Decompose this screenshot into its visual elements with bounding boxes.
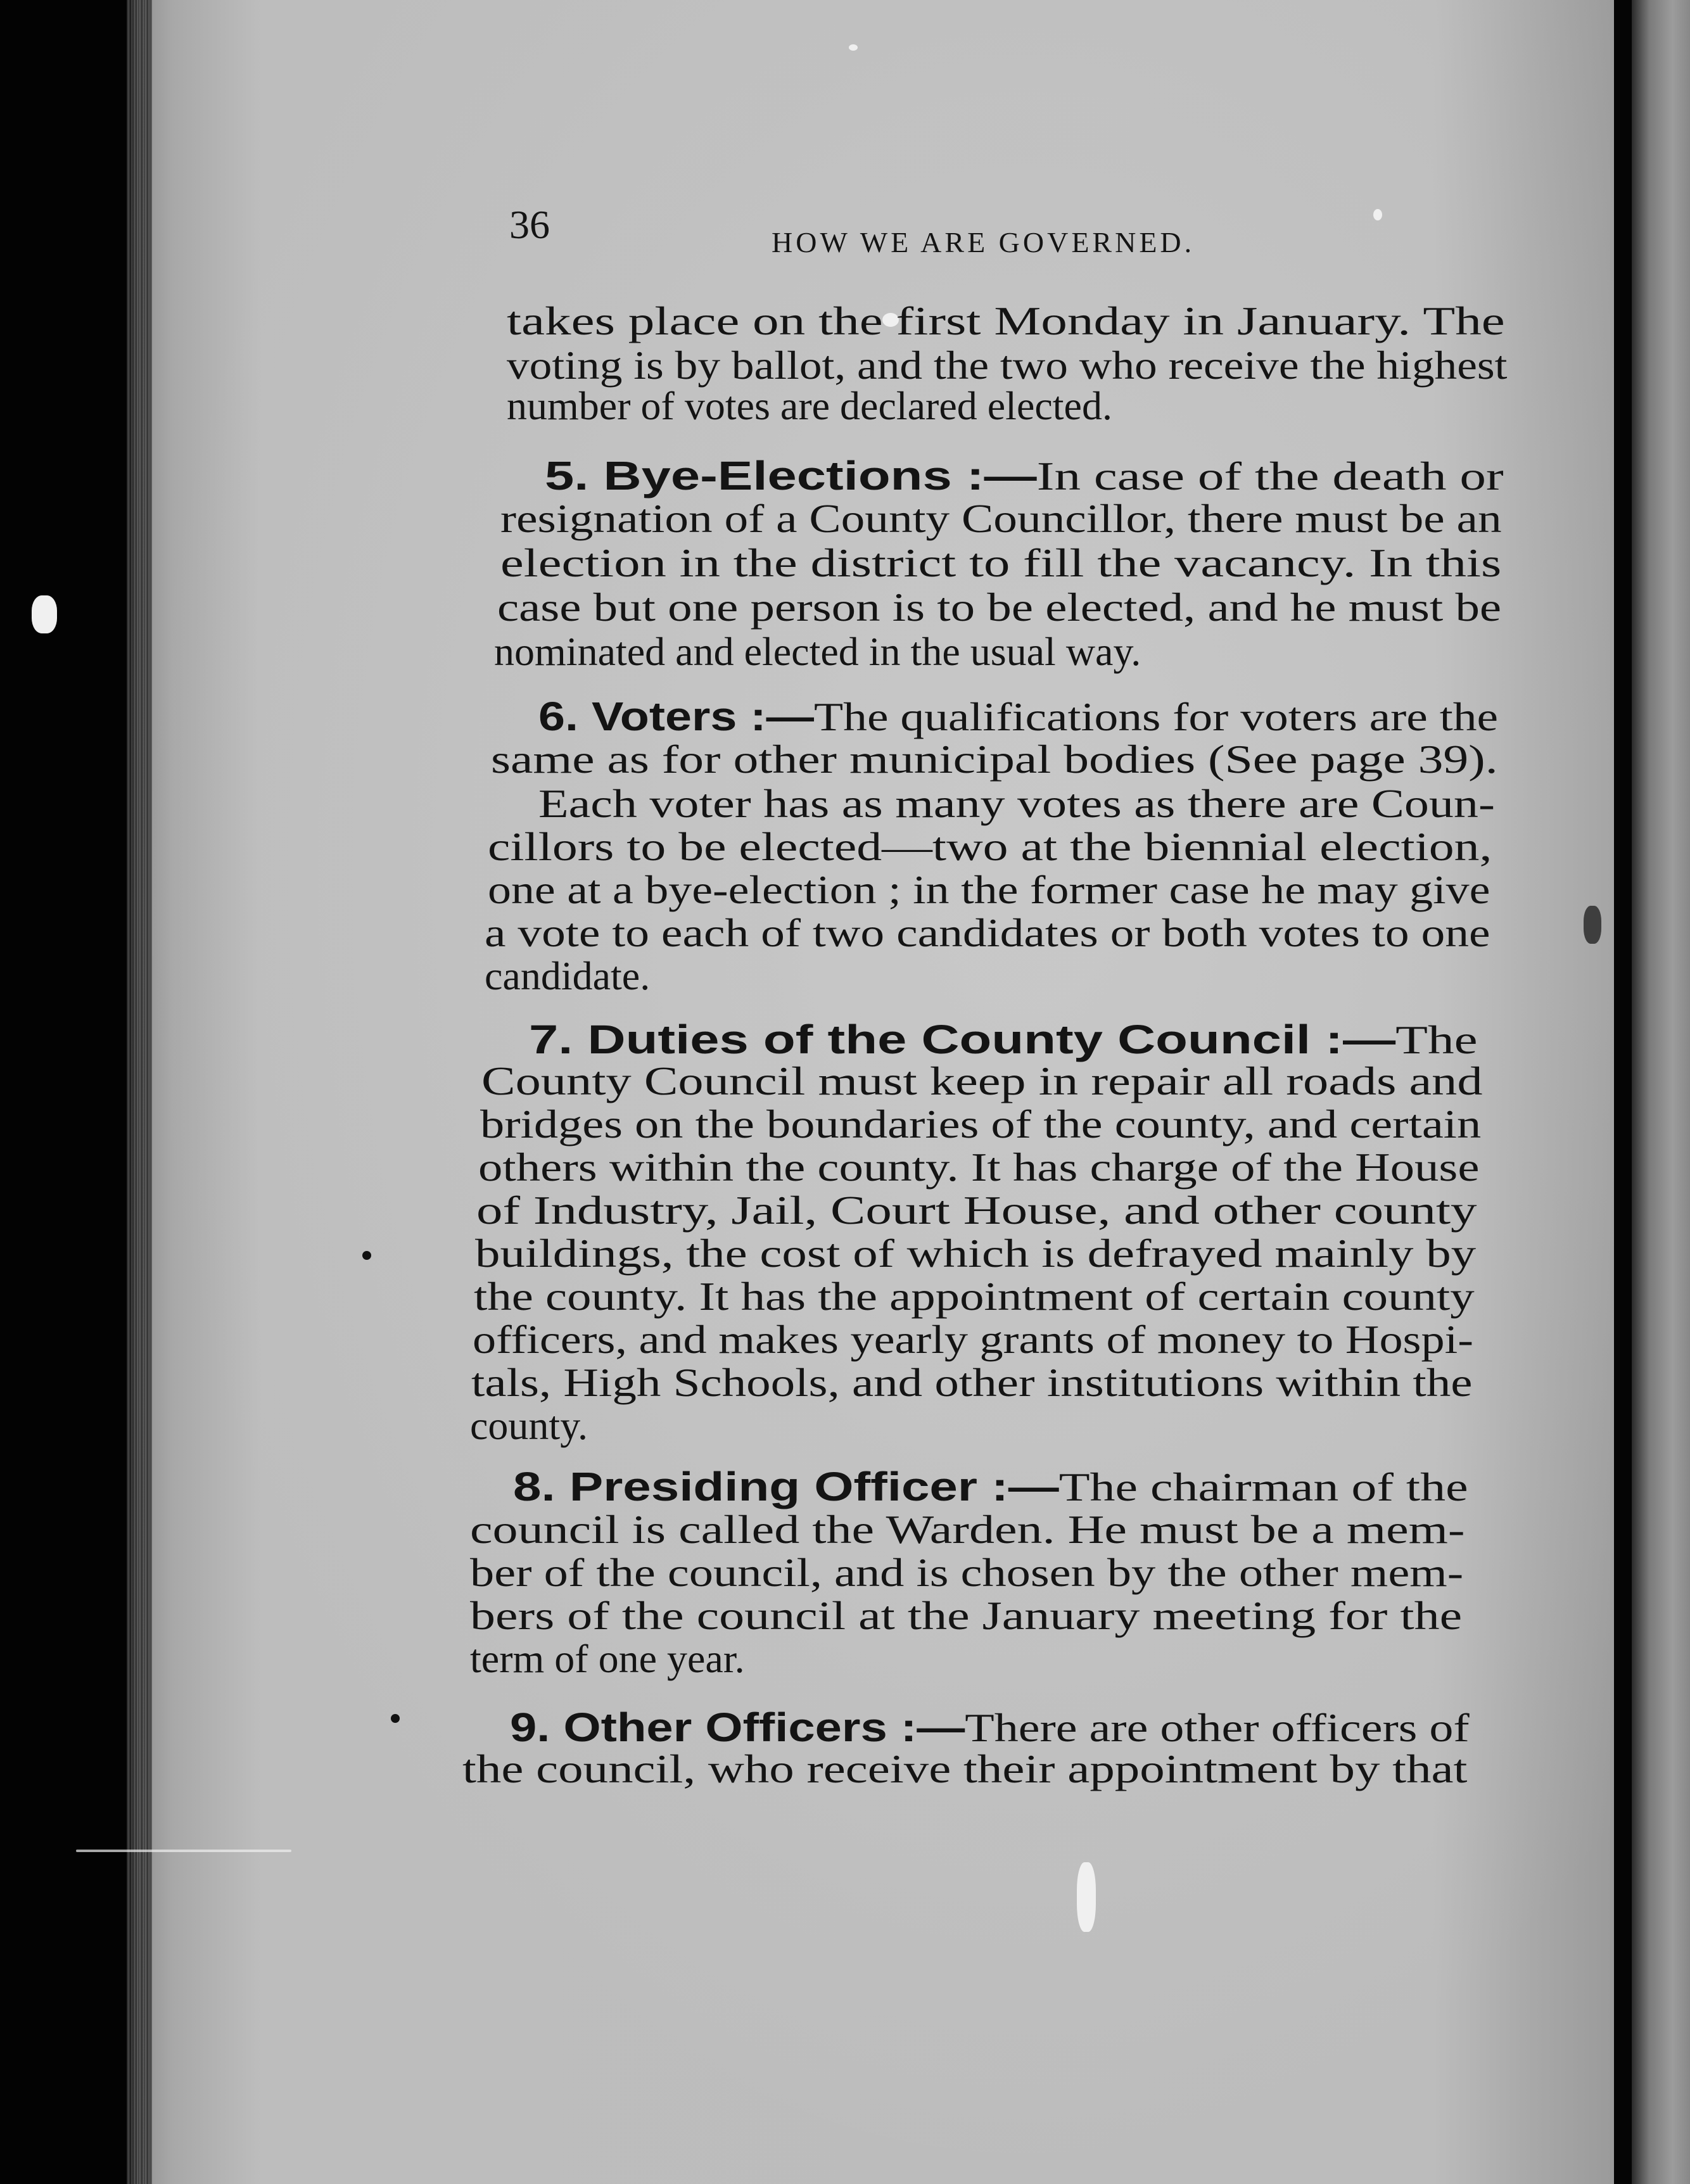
line-text: cillors to be elected—two at the biennial election, <box>488 824 1492 869</box>
section-number: 9. <box>510 1705 550 1750</box>
text-line <box>0 1144 1690 1188</box>
line-text: buildings, the cost of which is defrayed mainly by <box>475 1231 1477 1276</box>
line-text: one at a bye-election ; in the former case he may give <box>488 867 1490 912</box>
section-line <box>529 1016 1478 1063</box>
section-line <box>510 1704 1470 1751</box>
line-text: others within the county. It has charge of the House <box>478 1145 1480 1190</box>
text-line <box>0 1187 1690 1231</box>
running-head: HOW WE ARE GOVERNED. <box>772 226 1195 258</box>
text-line <box>0 780 1690 825</box>
text-line <box>0 823 1690 868</box>
line-text: case but one person is to be elected, and he must be <box>497 585 1502 630</box>
text-line <box>0 1506 1690 1551</box>
line-text: same as for other municipal bodies (See page 39). <box>491 737 1498 782</box>
line-text: number of votes are declared elected. <box>507 383 1112 428</box>
text-line <box>0 1359 1690 1404</box>
text-line <box>0 495 1690 540</box>
text-line <box>0 628 1690 673</box>
section-number: 6. <box>538 694 578 739</box>
text-line <box>0 584 1690 628</box>
line-text: bridges on the boundaries of the county, and certain <box>480 1102 1482 1146</box>
line-text: officers, and makes yearly grants of money to Hospi- <box>473 1317 1473 1362</box>
section-number: 8. <box>513 1464 556 1509</box>
section-text: The <box>1395 1017 1478 1062</box>
line-text: the council, who receive their appointment by that <box>462 1746 1468 1791</box>
text-line <box>0 298 1690 342</box>
line-text: Each voter has as many votes as there are Coun- <box>538 781 1495 826</box>
line-text: bers of the council at the January meeting for the <box>470 1593 1463 1638</box>
section-heading: Other Officers :— <box>550 1705 965 1750</box>
text-line <box>0 1230 1690 1274</box>
line-text: ber of the council, and is chosen by the other mem- <box>470 1550 1464 1595</box>
section-text: The chairman of the <box>1058 1464 1468 1509</box>
line-text: the county. It has the appointment of certain county <box>474 1274 1475 1319</box>
section-line <box>538 693 1498 740</box>
margin-mark <box>76 1850 291 1852</box>
text-line <box>0 342 1690 386</box>
line-text: election in the district to fill the vacancy. In this <box>500 540 1502 585</box>
text-line <box>0 1101 1690 1145</box>
text-line <box>0 1273 1690 1317</box>
paper-scratch <box>1077 1862 1096 1932</box>
line-text: council is called the Warden. He must be a mem- <box>470 1507 1465 1552</box>
line-text: County Council must keep in repair all roads and <box>481 1058 1483 1103</box>
line-text: county. <box>470 1403 588 1448</box>
text-line <box>0 1704 1690 1748</box>
section-heading: Presiding Officer :— <box>555 1464 1059 1509</box>
line-text: a vote to each of two candidates or both votes to one <box>485 910 1490 955</box>
section-number: 7. <box>529 1017 573 1062</box>
line-text: voting is by ballot, and the two who receive the highest <box>507 343 1508 388</box>
paper-speck <box>1373 209 1382 220</box>
text-line <box>0 1746 1690 1790</box>
line-text: term of one year. <box>470 1636 745 1681</box>
text-line <box>0 1592 1690 1637</box>
text-line <box>0 736 1690 780</box>
line-text: tals, High Schools, and other institutions within the <box>471 1360 1473 1405</box>
section-number: 5. <box>545 453 589 498</box>
text-line <box>0 383 1690 427</box>
text-line <box>0 452 1690 497</box>
text-line <box>0 910 1690 954</box>
line-text: takes place on the first Monday in January. The <box>507 298 1505 343</box>
text-line <box>0 1463 1690 1508</box>
line-text: candidate. <box>485 953 651 998</box>
section-heading: Bye-Elections :— <box>588 453 1037 498</box>
section-line <box>513 1463 1468 1511</box>
text-line <box>0 1016 1690 1060</box>
text-line <box>0 1549 1690 1594</box>
section-line <box>545 452 1504 500</box>
page-number: 36 <box>509 202 550 247</box>
text-line <box>0 1316 1690 1361</box>
text-line <box>0 1058 1690 1102</box>
paper-speck <box>849 44 858 51</box>
text-line <box>0 953 1690 997</box>
text-line <box>0 1402 1690 1447</box>
text-line <box>0 1635 1690 1680</box>
section-text: There are other officers of <box>965 1705 1470 1750</box>
section-text: In case of the death or <box>1036 454 1504 498</box>
line-text: resignation of a County Councillor, there must be an <box>500 496 1502 541</box>
text-line <box>0 867 1690 911</box>
section-text: The qualifications for voters are the <box>814 694 1498 739</box>
line-text: of Industry, Jail, Court House, and other county <box>476 1188 1477 1233</box>
line-text: nominated and elected in the usual way. <box>494 629 1141 674</box>
text-line <box>0 693 1690 737</box>
section-heading: Duties of the County Council :— <box>573 1017 1396 1062</box>
text-line <box>0 540 1690 584</box>
section-heading: Voters :— <box>578 694 815 739</box>
